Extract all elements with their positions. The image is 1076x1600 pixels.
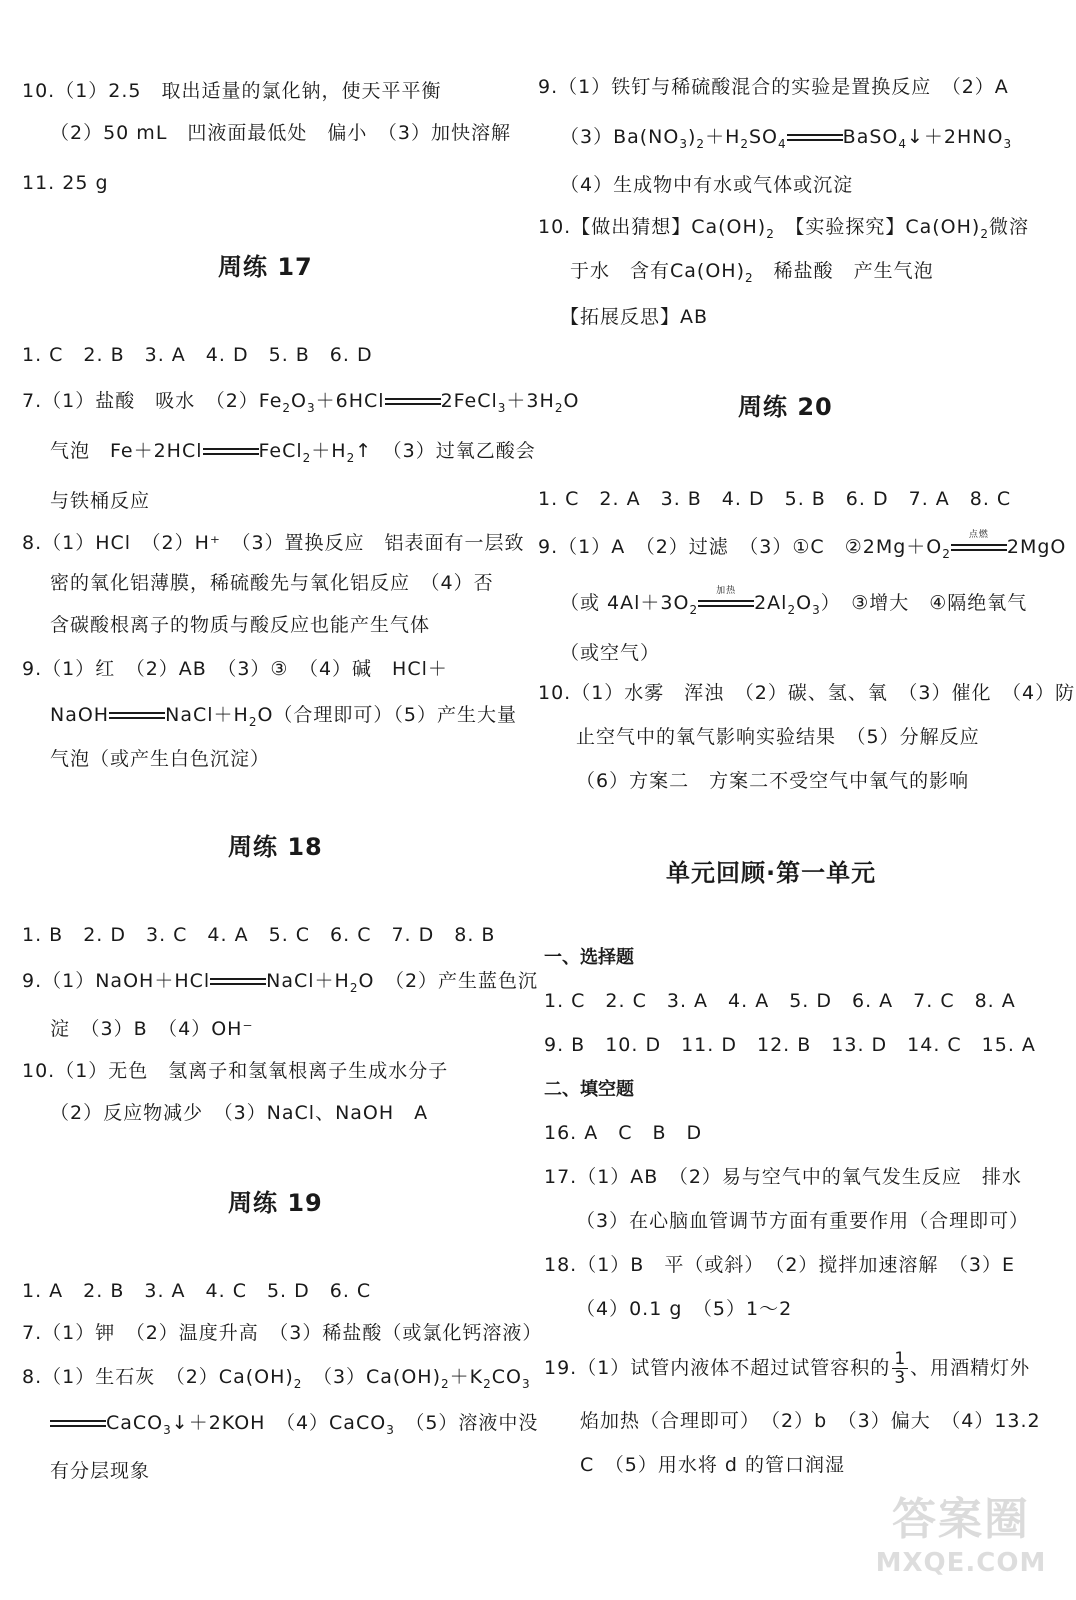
answer-line: 气泡（或产生白色沉淀） [50,748,271,770]
answer-line: 1. C 2. C 3. A 4. A 5. D 6. A 7. C 8. A [544,990,1016,1012]
answer-line: （4）生成物中有水或气体或沉淀 [560,174,854,196]
section-title-week-20: 周练 20 [738,393,833,421]
answer-line: 17.（1）AB （2）易与空气中的氧气发生反应 排水 [544,1166,1022,1188]
section-title-week-18: 周练 18 [228,833,323,861]
answer-line: 密的氧化铝薄膜，稀硫酸先与氧化铝反应 （4）否 [50,572,494,594]
answer-line: NaOH $NaCl+H_2O$（合理即可）（5）产生大量 [50,704,517,729]
answer-line: 9.（1）红 （2）AB （3）③ （4）碱 HCl＋ [22,658,448,680]
answer-line: 10.【做出猜想】$Ca(OH)_2$ 【实验探究】$Ca(OH)_2$微溶 [538,216,1029,241]
answer-line: 1. A 2. B 3. A 4. C 5. D 6. C [22,1280,372,1302]
answer-line: $(3)Ba(NO_3)_2+H_2SO_4$ $BaSO_4↓+2HNO_3$ [560,126,1013,151]
answer-line: 9.（1）A （2）过滤 （3）①C $②2Mg+O_2$ 点燃 2MgO [538,529,1067,561]
answer-line: （或 $4Al+3O_2$ 加热 $2Al_2O_3$） ③增大 ④隔绝氧气 [560,585,1028,617]
answer-line: （3）在心脑血管调节方面有重要作用（合理即可） [576,1210,1030,1232]
equation-arrow [50,1419,106,1429]
answer-line: 8.（1）HCl （2）H⁺ （3）置换反应 铝表面有一层致 [22,532,525,554]
answer-line: 1. B 2. D 3. C 4. A 5. C 6. C 7. D 8. B [22,924,496,946]
answer-line: 【拓展反思】AB [560,306,709,328]
answer-line: 8.（1）生石灰 $(2)Ca(OH)_2$ $(3)Ca(OH)_2+K_2CO_3$ [22,1366,531,1391]
answer-line: 1. C 2. B 3. A 4. D 5. B 6. D [22,344,373,366]
answer-line: （2）50 mL 凹液面最低处 偏小 （3）加快溶解 [50,122,511,144]
answer-line: 1. C 2. A 3. B 4. D 5. B 6. D 7. A 8. C [538,488,1012,510]
answer-line: 有分层现象 [50,1460,151,1482]
answer-line: （6）方案二 方案二不受空气中氧气的影响 [576,770,970,792]
answer-line: 16. A C B D [544,1122,703,1144]
answer-line: 9. B 10. D 11. D 12. B 13. D 14. C 15. A [544,1034,1036,1056]
answer-line: 气泡 Fe＋2HCl $FeCl_2+H_2↑$ （3）过氧乙酸会 [50,440,536,465]
section-title-unit-review: 单元回顾·第一单元 [666,859,877,887]
watermark-logo: 答案圈 MXQE.COM [875,1494,1047,1578]
subsection-choice: 一、选择题 [544,947,634,968]
answer-line: 于水 含有$Ca(OH)_2$ 稀盐酸 产生气泡 [570,260,934,285]
equation-arrow: 加热 [698,599,754,609]
subsection-fill: 二、填空题 [544,1079,634,1100]
answer-line: 18.（1）B 平（或斜） （2）搅拌加速溶解 （3）E [544,1254,1016,1276]
fraction-one-third: $\frac{1}{3}$ [894,1349,907,1388]
answer-line: 7.（1）钾 （2）温度升高 （3）稀盐酸（或氯化钙溶液） [22,1322,543,1344]
answer-line: 淀 （3）B （4）OH⁻ [50,1018,254,1040]
answer-line: 9.（1）NaOH＋HCl $NaCl+H_2O$ （2）产生蓝色沉 [22,970,539,995]
answer-line: 止空气中的氧气影响实验结果 （5）分解反应 [576,726,980,748]
section-title-week-17: 周练 17 [218,253,313,281]
equation-arrow [385,397,441,407]
answer-line: CaCO$_3$↓＋2KOH （4）CaCO$_3$ （5）溶液中没 [50,1410,538,1436]
answer-line: 19.（1）试管内液体不超过试管容积的 $\frac{1}{3}$ 、用酒精灯外 [544,1349,1031,1388]
equation-arrow [203,447,259,457]
equation-arrow [787,133,843,143]
answer-line: （4）0.1 g （5）1～2 [576,1298,793,1320]
answer-line: 10.（1）水雾 浑浊 （2）碳、氢、氧 （3）催化 （4）防 [538,682,1076,704]
equation-arrow [210,977,266,987]
answer-line: 与铁桶反应 [50,490,151,512]
answer-line: （2）反应物减少 （3）NaCl、NaOH A [50,1102,429,1124]
answer-line: 7.（1）盐酸 吸水 $(2)Fe_2O_3+6HCl$ $2FeCl_3+3H_2O$ [22,390,580,415]
equation-arrow [109,711,165,721]
answer-line: 10.（1）2.5 取出适量的氯化钠，使天平平衡 [22,80,442,102]
answer-line: 含碳酸根离子的物质与酸反应也能产生气体 [50,614,431,636]
section-title-week-19: 周练 19 [228,1189,323,1217]
answer-line: 焰加热（合理即可） （2）b （3）偏大 （4）13.2 [580,1410,1041,1432]
answer-line: 11. 25 g [22,172,109,194]
answer-line: （或空气） [560,642,661,664]
answer-line: 10.（1）无色 氢离子和氢氧根离子生成水分子 [22,1060,449,1082]
equation-arrow: 点燃 [951,543,1007,553]
answer-line: C （5）用水将 d 的管口润湿 [580,1454,845,1476]
answer-line: 9.（1）铁钉与稀硫酸混合的实验是置换反应 （2）A [538,76,1009,98]
